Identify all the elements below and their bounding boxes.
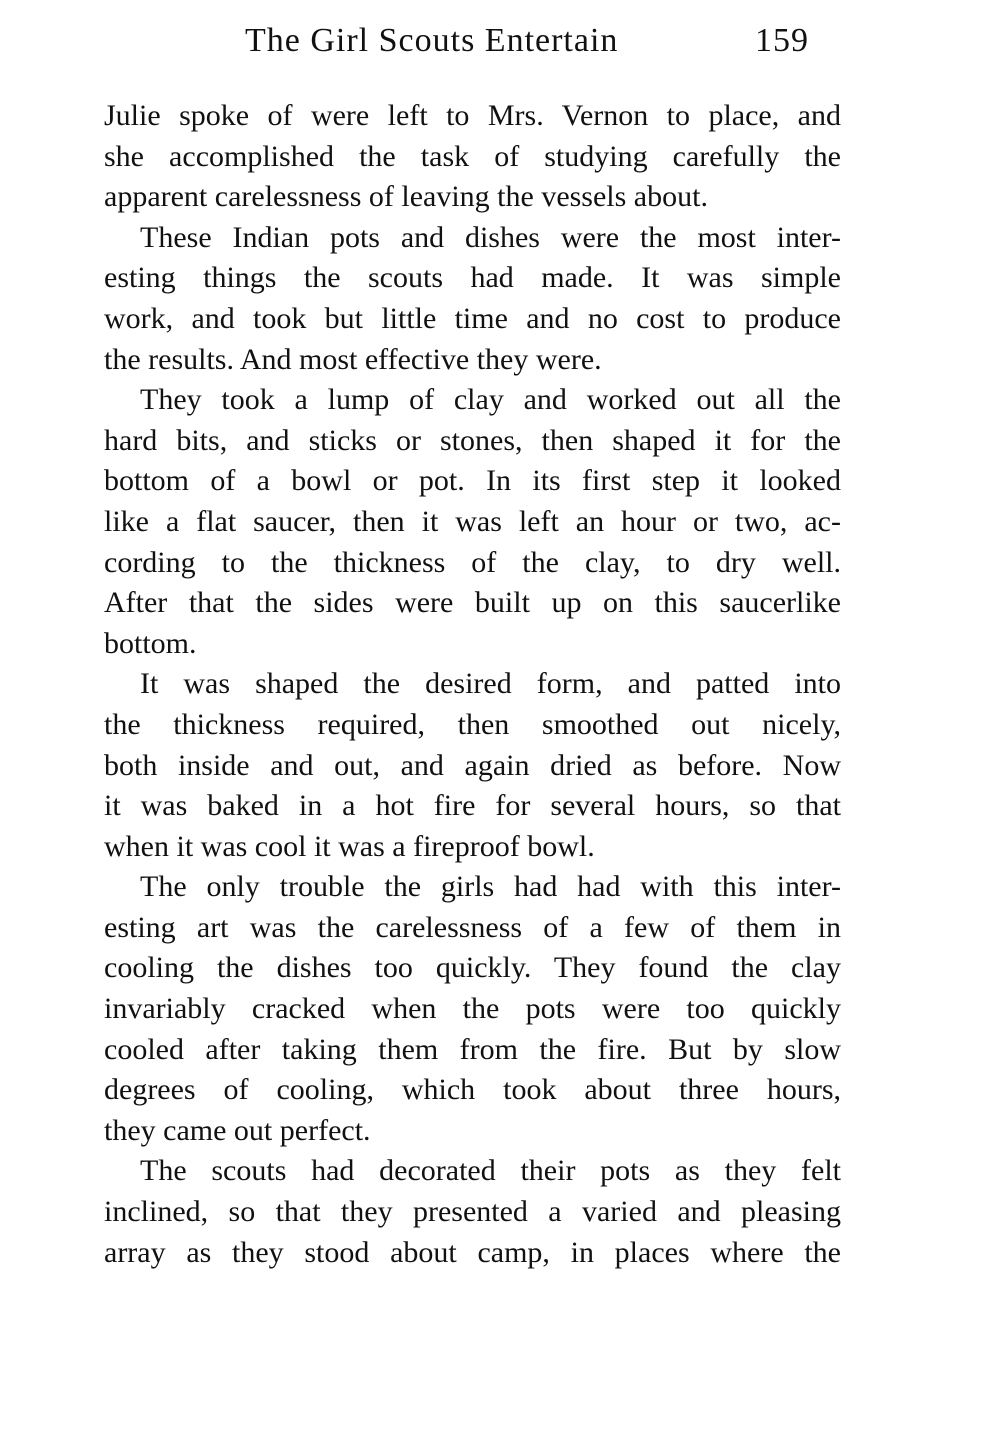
text-line: It was shaped the desired form, and patted into	[140, 667, 841, 701]
text-line: The scouts had decorated their pots as they felt	[140, 1154, 841, 1188]
text-line: esting art was the carelessness of a few of them in	[104, 910, 841, 944]
text-line: like a flat saucer, then it was left an hour or two, ac-	[104, 504, 841, 538]
text-line: apparent carelessness of leaving the vessels about.	[104, 180, 708, 214]
text-line: They took a lump of clay and worked out all the	[140, 383, 841, 417]
running-title: The Girl Scouts Entertain	[245, 22, 619, 59]
text-line: cooling the dishes too quickly. They found the clay	[104, 951, 841, 985]
text-line: invariably cracked when the pots were too quickly	[104, 992, 841, 1026]
text-line: bottom.	[104, 626, 197, 660]
text-line: degrees of cooling, which took about three hours,	[104, 1073, 841, 1107]
text-line: cording to the thickness of the clay, to dry well.	[104, 545, 841, 579]
text-line: it was baked in a hot fire for several hours, so that	[104, 789, 841, 823]
text-line: when it was cool it was a fireproof bowl.	[104, 829, 595, 863]
text-line: Julie spoke of were left to Mrs. Vernon to place, and	[104, 99, 841, 132]
text-line: array as they stood about camp, in places where the	[104, 1235, 841, 1269]
page-number: 159	[755, 22, 809, 59]
text-line: work, and took but little time and no cost to produce	[104, 301, 841, 335]
text-line: esting things the scouts had made. It was simple	[104, 261, 841, 295]
page-header	[245, 22, 845, 74]
text-line: After that the sides were built up on this saucerlike	[104, 586, 841, 620]
text-line: These Indian pots and dishes were the most inter-	[140, 220, 841, 254]
text-line: hard bits, and sticks or stones, then shaped it for the	[104, 423, 841, 457]
text-line: she accomplished the task of studying carefully the	[104, 139, 841, 173]
text-line: the thickness required, then smoothed out nicely,	[104, 707, 841, 741]
body-text	[104, 96, 841, 1273]
text-line: they came out perfect.	[104, 1113, 371, 1147]
text-line: The only trouble the girls had had with this inter-	[140, 870, 841, 904]
text-line: bottom of a bowl or pot. In its first step it looked	[104, 464, 841, 498]
text-line: the results. And most effective they were.	[104, 342, 602, 376]
text-line: inclined, so that they presented a varied and pleasing	[104, 1195, 841, 1229]
text-line: both inside and out, and again dried as before. Now	[104, 748, 841, 782]
text-line: cooled after taking them from the fire. But by slow	[104, 1032, 841, 1066]
